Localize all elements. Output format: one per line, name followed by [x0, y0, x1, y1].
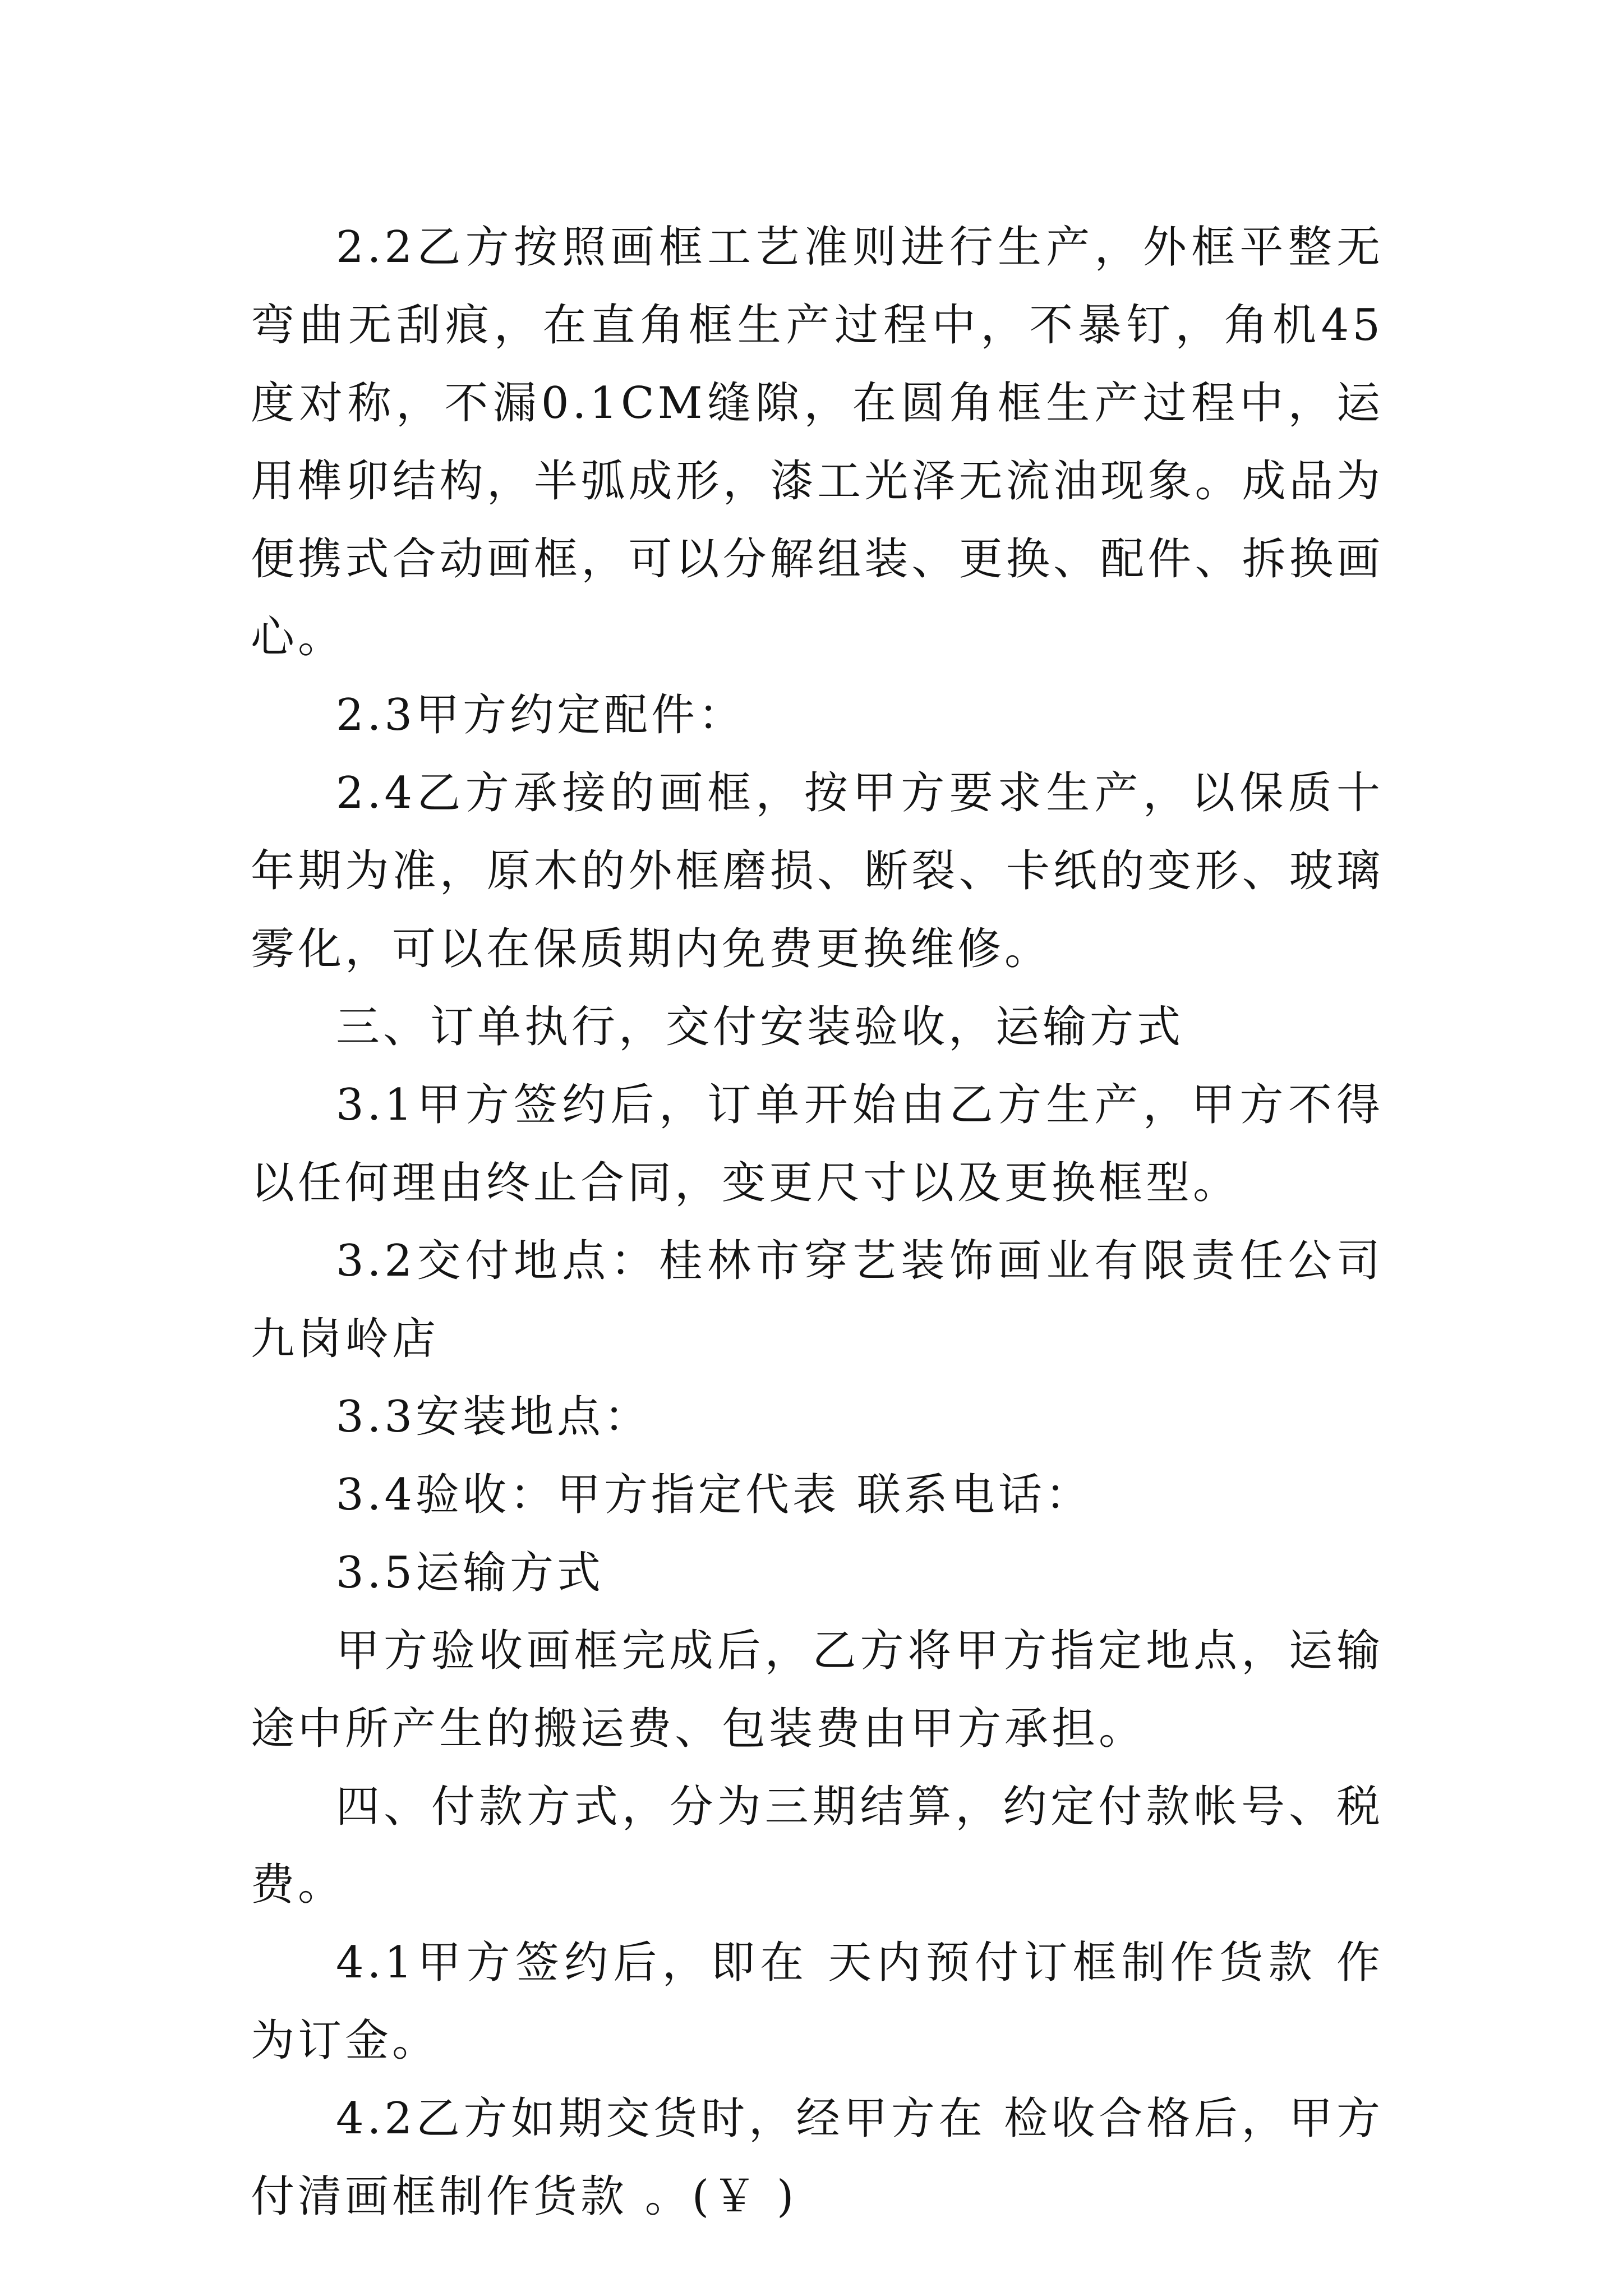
paragraph-3-5: 3.5运输方式 [336, 1548, 605, 1598]
paragraph-3-1: 3.1甲方签约后，订单开始由乙方生产，甲方不得以任何理由终止合同，变更尺寸以及更换框型。 [251, 1080, 1384, 1208]
paragraph-3-5-detail: 甲方验收画框完成后，乙方将甲方指定地点，运输途中所产生的搬运费、包装费由甲方承担。 [251, 1626, 1384, 1754]
paragraph-2-3: 2.3甲方约定配件： [336, 690, 746, 740]
paragraph-2-4: 2.4乙方承接的画框，按甲方要求生产，以保质十年期为准，原木的外框磨损、断裂、卡纸的变形、玻璃雾化，可以在保质期内免费更换维修。 [251, 768, 1384, 974]
paragraph-2-2: 2.2乙方按照画框工艺准则进行生产，外框平整无弯曲无刮痕，在直角框生产过程中，不暴钉，角机45度对称，不漏0.1CM缝隙，在圆角框生产过程中，运用榫卯结构，半弧成形，漆工光泽无流油现象。成品为便携式合动画框，可以分解组装、更换、配件、拆换画心。 [251, 222, 1384, 662]
paragraph-3-3: 3.3安装地点： [336, 1392, 652, 1442]
paragraph-3-4: 3.4验收：甲方指定代表 联系电话： [336, 1470, 1092, 1520]
paragraph-4-2: 4.2乙方如期交货时，经甲方在 检收合格后，甲方付清画框制作货款 。(￥ ) [251, 2093, 1384, 2222]
document-body [251, 209, 1384, 2236]
section-heading-4: 四、付款方式，分为三期结算，约定付款帐号、税费。 [251, 1782, 1384, 1910]
paragraph-4-1: 4.1甲方签约后，即在 天内预付订框制作货款 作为订金。 [251, 1938, 1384, 2066]
section-heading-3: 三、订单执行，交付安装验收，运输方式 [336, 1002, 1184, 1052]
paragraph-3-2: 3.2交付地点：桂林市穿艺装饰画业有限责任公司九岗岭店 [251, 1236, 1384, 1364]
